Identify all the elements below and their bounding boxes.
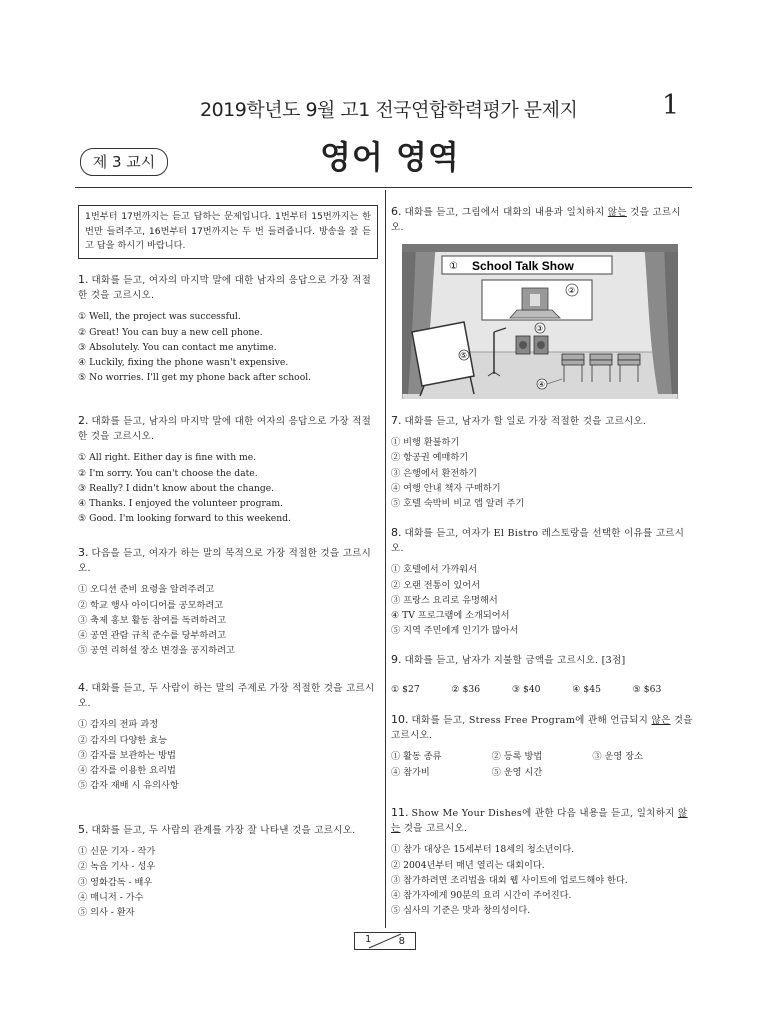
- option-5[interactable]: ⑤ 공연 리허설 장소 변경을 공지하려고: [78, 645, 235, 657]
- option-2[interactable]: ② 녹음 기사 - 성우: [78, 861, 156, 873]
- question-number: 1.: [78, 273, 89, 286]
- option-2[interactable]: ② 감자의 다양한 효능: [78, 734, 167, 746]
- option-3[interactable]: ③ 축제 홍보 활동 참여를 독려하려고: [78, 614, 227, 626]
- question-number: 5.: [78, 823, 89, 836]
- option-2[interactable]: ② I'm sorry. You can't choose the date.: [78, 467, 258, 479]
- slash-divider: [355, 933, 415, 949]
- question-stem: Show Me Your Dishes에 관한 다음 내용을 듣고, 일치하지 않는 것을 고르시오.: [391, 808, 688, 835]
- illus-label-3: ③: [536, 324, 544, 333]
- question-6: [391, 204, 693, 235]
- header-rule: [75, 187, 692, 188]
- subject-title: 영어 영역: [320, 138, 460, 176]
- question-10: [391, 712, 693, 780]
- question-stem: 대화를 듣고, 남자가 할 일로 가장 적절한 것을 고르시오.: [404, 416, 647, 427]
- listening-notice: 1번부터 17번까지는 듣고 답하는 문제입니다. 1번부터 15번까지는 한 번만 들려주고, 16번부터 17번까지는 두 번 들려줍니다. 방송을 잘 듣고 답을 하시기 바랍니다.: [78, 205, 378, 259]
- question-stem: 대화를 듣고, Stress Free Program에 관해 언급되지 않은 것을 고르시오.: [391, 715, 693, 742]
- option-1[interactable]: ① 호텔에서 가까워서: [391, 564, 478, 576]
- total-pages: 8: [398, 936, 405, 947]
- option-5[interactable]: ⑤ 심사의 기준은 맛과 창의성이다.: [391, 905, 531, 917]
- option-3[interactable]: ③ 참가하려면 조리법을 대회 웹 사이트에 업로드해야 한다.: [391, 874, 628, 886]
- option-1[interactable]: ① 참가 대상은 15세부터 18세의 청소년이다.: [391, 844, 575, 856]
- question-11: [391, 805, 693, 918]
- option-3[interactable]: ③ Really? I didn't know about the change.: [78, 482, 275, 494]
- option-1[interactable]: ① 감자의 전파 과정: [78, 719, 159, 731]
- option-1[interactable]: ① $27: [391, 684, 420, 696]
- exam-title: 2019학년도 9월 고1 전국연합학력평가 문제지: [200, 99, 578, 121]
- question-stem: 대화를 듣고, 여자가 El Bistro 레스토랑을 선택한 이유를 고르시오.: [391, 528, 685, 555]
- option-1[interactable]: ① 오디션 준비 요령을 알려주려고: [78, 584, 215, 596]
- option-1[interactable]: ① 비행 환불하기: [391, 437, 460, 449]
- question-number: 11.: [391, 806, 409, 819]
- option-5[interactable]: ⑤ 지역 주민에게 인기가 많아서: [391, 625, 519, 637]
- banner-text: School Talk Show: [472, 259, 574, 273]
- option-2[interactable]: ② 항공권 예매하기: [391, 452, 469, 464]
- option-4[interactable]: ④ $45: [572, 684, 601, 696]
- question-1: [78, 272, 378, 385]
- option-4[interactable]: ④ 매니저 - 가수: [78, 891, 144, 903]
- question-number: 4.: [78, 681, 89, 694]
- option-5[interactable]: ⑤ No worries. I'll get my phone back after school.: [78, 372, 312, 384]
- option-3[interactable]: ③ 운영 장소: [592, 751, 643, 763]
- question-number: 9.: [391, 653, 402, 666]
- illus-label-5: ⑤: [460, 351, 468, 360]
- page-indicator: [354, 932, 416, 950]
- question-number: 6.: [391, 205, 402, 218]
- option-3[interactable]: ③ 프랑스 요리로 유명해서: [391, 594, 498, 606]
- question-stem: 대화를 듣고, 그림에서 대화의 내용과 일치하지 않는 것을 고르시오.: [391, 207, 681, 234]
- current-page: 1: [365, 934, 372, 945]
- option-4[interactable]: ④ Luckily, fixing the phone wasn't expensive.: [78, 357, 289, 369]
- option-4[interactable]: ④ Thanks. I enjoyed the volunteer program.: [78, 498, 283, 510]
- option-5[interactable]: ⑤ 의사 - 환자: [78, 907, 135, 919]
- question-9: [391, 652, 693, 697]
- question-stem: 대화를 듣고, 두 사람이 하는 말의 주제로 가장 적절한 것을 고르시오.: [78, 683, 375, 710]
- option-3[interactable]: ③ Absolutely. You can contact me anytime.: [78, 341, 277, 353]
- option-5[interactable]: ⑤ 운영 시간: [491, 766, 543, 778]
- option-4[interactable]: ④ 참가자에게 90분의 요리 시간이 주어진다.: [391, 890, 572, 902]
- question-stem: 다음을 듣고, 여자가 하는 말의 목적으로 가장 적절한 것을 고르시오.: [78, 548, 372, 575]
- option-1[interactable]: ① 활동 종류: [391, 751, 442, 763]
- option-3[interactable]: ③ 감자를 보관하는 방법: [78, 749, 176, 761]
- option-2[interactable]: ② 학교 행사 아이디어를 공모하려고: [78, 599, 224, 611]
- option-5[interactable]: ⑤ 호텔 숙박비 비교 앱 알려 주기: [391, 498, 525, 510]
- question-2: [78, 413, 378, 526]
- option-3[interactable]: ③ $40: [511, 684, 541, 696]
- option-2[interactable]: ② Great! You can buy a new cell phone.: [78, 326, 263, 338]
- question-stem: 대화를 듣고, 남자가 지불할 금액을 고르시오. [3점]: [404, 655, 626, 666]
- stage-illustration: [402, 244, 678, 399]
- illus-label-2: ②: [568, 286, 576, 295]
- option-4[interactable]: ④ 공연 관람 규칙 준수를 당부하려고: [78, 630, 227, 642]
- question-number: 10.: [391, 713, 409, 726]
- question-stem: 대화를 듣고, 여자의 마지막 말에 대한 남자의 응답으로 가장 적절한 것을 고르시오.: [78, 275, 372, 302]
- option-5[interactable]: ⑤ 감자 재배 시 유의사항: [78, 780, 179, 792]
- question-number: 3.: [78, 546, 89, 559]
- period-badge: 제 3 교시: [80, 148, 168, 176]
- option-3[interactable]: ③ 영화감독 - 배우: [78, 876, 153, 888]
- question-number: 7.: [391, 414, 402, 427]
- option-4[interactable]: ④ 여행 안내 책자 구매하기: [391, 482, 501, 494]
- option-1[interactable]: ① 신문 기자 - 작가: [78, 846, 156, 858]
- question-4: [78, 680, 378, 793]
- option-5[interactable]: ⑤ Good. I'm looking forward to this weekend.: [78, 513, 291, 525]
- option-4[interactable]: ④ 감자를 이용한 요리법: [78, 765, 176, 777]
- option-2[interactable]: ② 2004년부터 매년 열리는 대회이다.: [391, 859, 545, 871]
- option-4[interactable]: ④ TV 프로그램에 소개되어서: [391, 610, 510, 622]
- page-number: 1: [662, 90, 680, 121]
- question-number: 2.: [78, 414, 89, 427]
- option-1[interactable]: ① Well, the project was successful.: [78, 311, 241, 323]
- question-stem: 대화를 듣고, 남자의 마지막 말에 대한 여자의 응답으로 가장 적절한 것을 고르시오.: [78, 416, 372, 443]
- question-5: [78, 822, 378, 920]
- question-stem: 대화를 듣고, 두 사람의 관계를 가장 잘 나타낸 것을 고르시오.: [91, 825, 356, 836]
- option-1[interactable]: ① All right. Either day is fine with me.: [78, 452, 257, 464]
- column-divider: [385, 190, 386, 928]
- option-5[interactable]: ⑤ $63: [632, 684, 662, 696]
- question-3: [78, 545, 378, 658]
- option-2[interactable]: ② 오랜 전통이 있어서: [391, 579, 480, 591]
- question-number: 8.: [391, 526, 402, 539]
- option-2[interactable]: ② $36: [451, 684, 481, 696]
- option-2[interactable]: ② 등록 방법: [491, 751, 543, 763]
- illus-label-1: ①: [449, 261, 458, 272]
- option-4[interactable]: ④ 참가비: [391, 766, 430, 778]
- illus-label-4: ④: [538, 380, 546, 389]
- option-3[interactable]: ③ 은행에서 환전하기: [391, 467, 478, 479]
- question-7: [391, 413, 693, 511]
- question-8: [391, 525, 693, 638]
